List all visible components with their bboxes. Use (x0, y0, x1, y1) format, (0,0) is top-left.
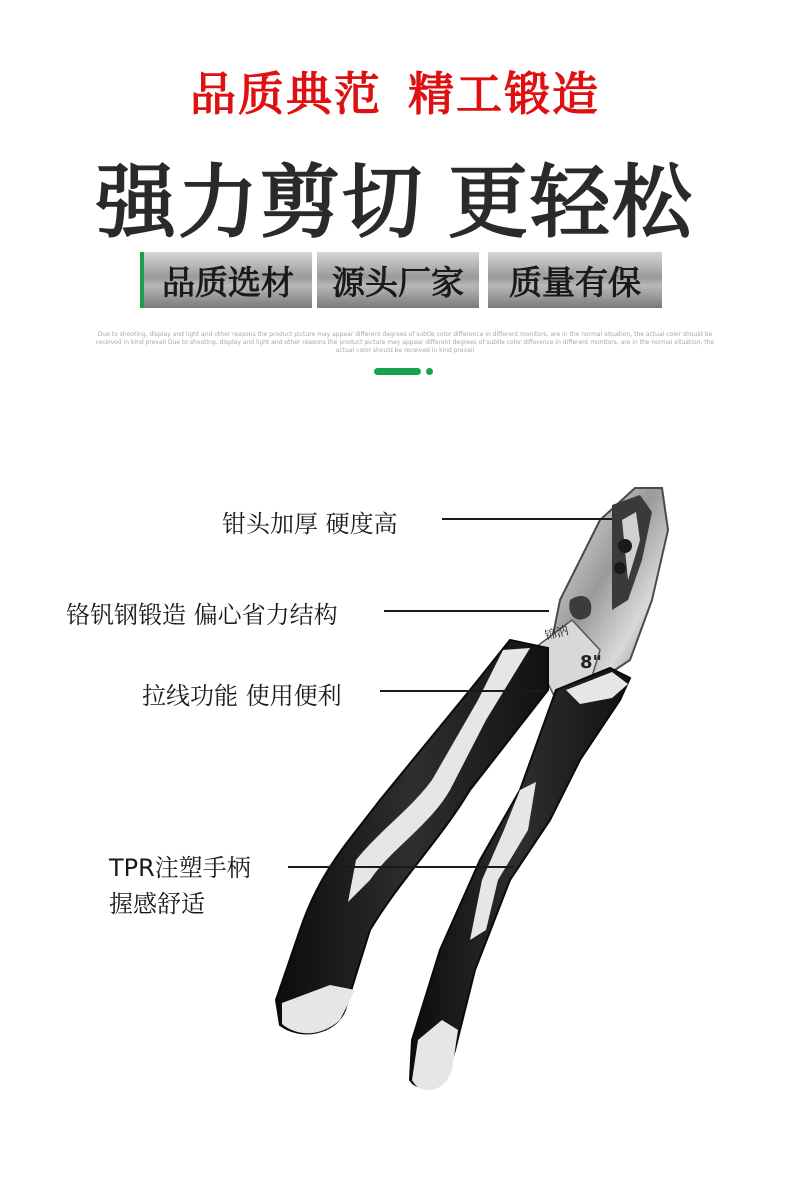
badge-material: 品质选材 (140, 252, 312, 308)
callout-steel: 铬钒钢锻造 偏心省力结构 (66, 601, 338, 629)
callout-grip-line2: 握感舒适 (109, 890, 205, 918)
size-mark: 8" (580, 652, 602, 673)
color-disclaimer: Due to shooting, display and light and other reasons the product picture may appear different degrees of subtle color difference in different monitors, are in the normal situation, the actual color should be received in kind prevail Due to shooting, display and light and other reasons the product picture may appear different degrees of subtle color difference in different monitors, are in the normal situation, the actual color should be received in kind prevail (95, 331, 715, 354)
callout-grip (109, 850, 251, 922)
badge-quality: 质量有保 (488, 252, 662, 308)
headline-metal-part1: 强力剪切 (96, 156, 424, 249)
headline-metal-part2: 更轻松 (448, 156, 694, 249)
callout-jaw: 钳头加厚 硬度高 (222, 510, 398, 538)
brand-mark: 锦汭 (543, 623, 570, 643)
leader-line-grip (288, 866, 514, 868)
leader-line-jaw (442, 518, 612, 520)
leader-line-wire (380, 690, 545, 692)
callout-wire: 拉线功能 使用便利 (142, 682, 342, 710)
headline-red-part2: 精工锻造 (408, 67, 600, 121)
headline-red-part1: 品质典范 (190, 67, 382, 121)
callout-grip-line1: TPR注塑手柄 (109, 854, 251, 882)
leader-line-steel (384, 610, 549, 612)
badge-factory: 源头厂家 (317, 252, 479, 308)
